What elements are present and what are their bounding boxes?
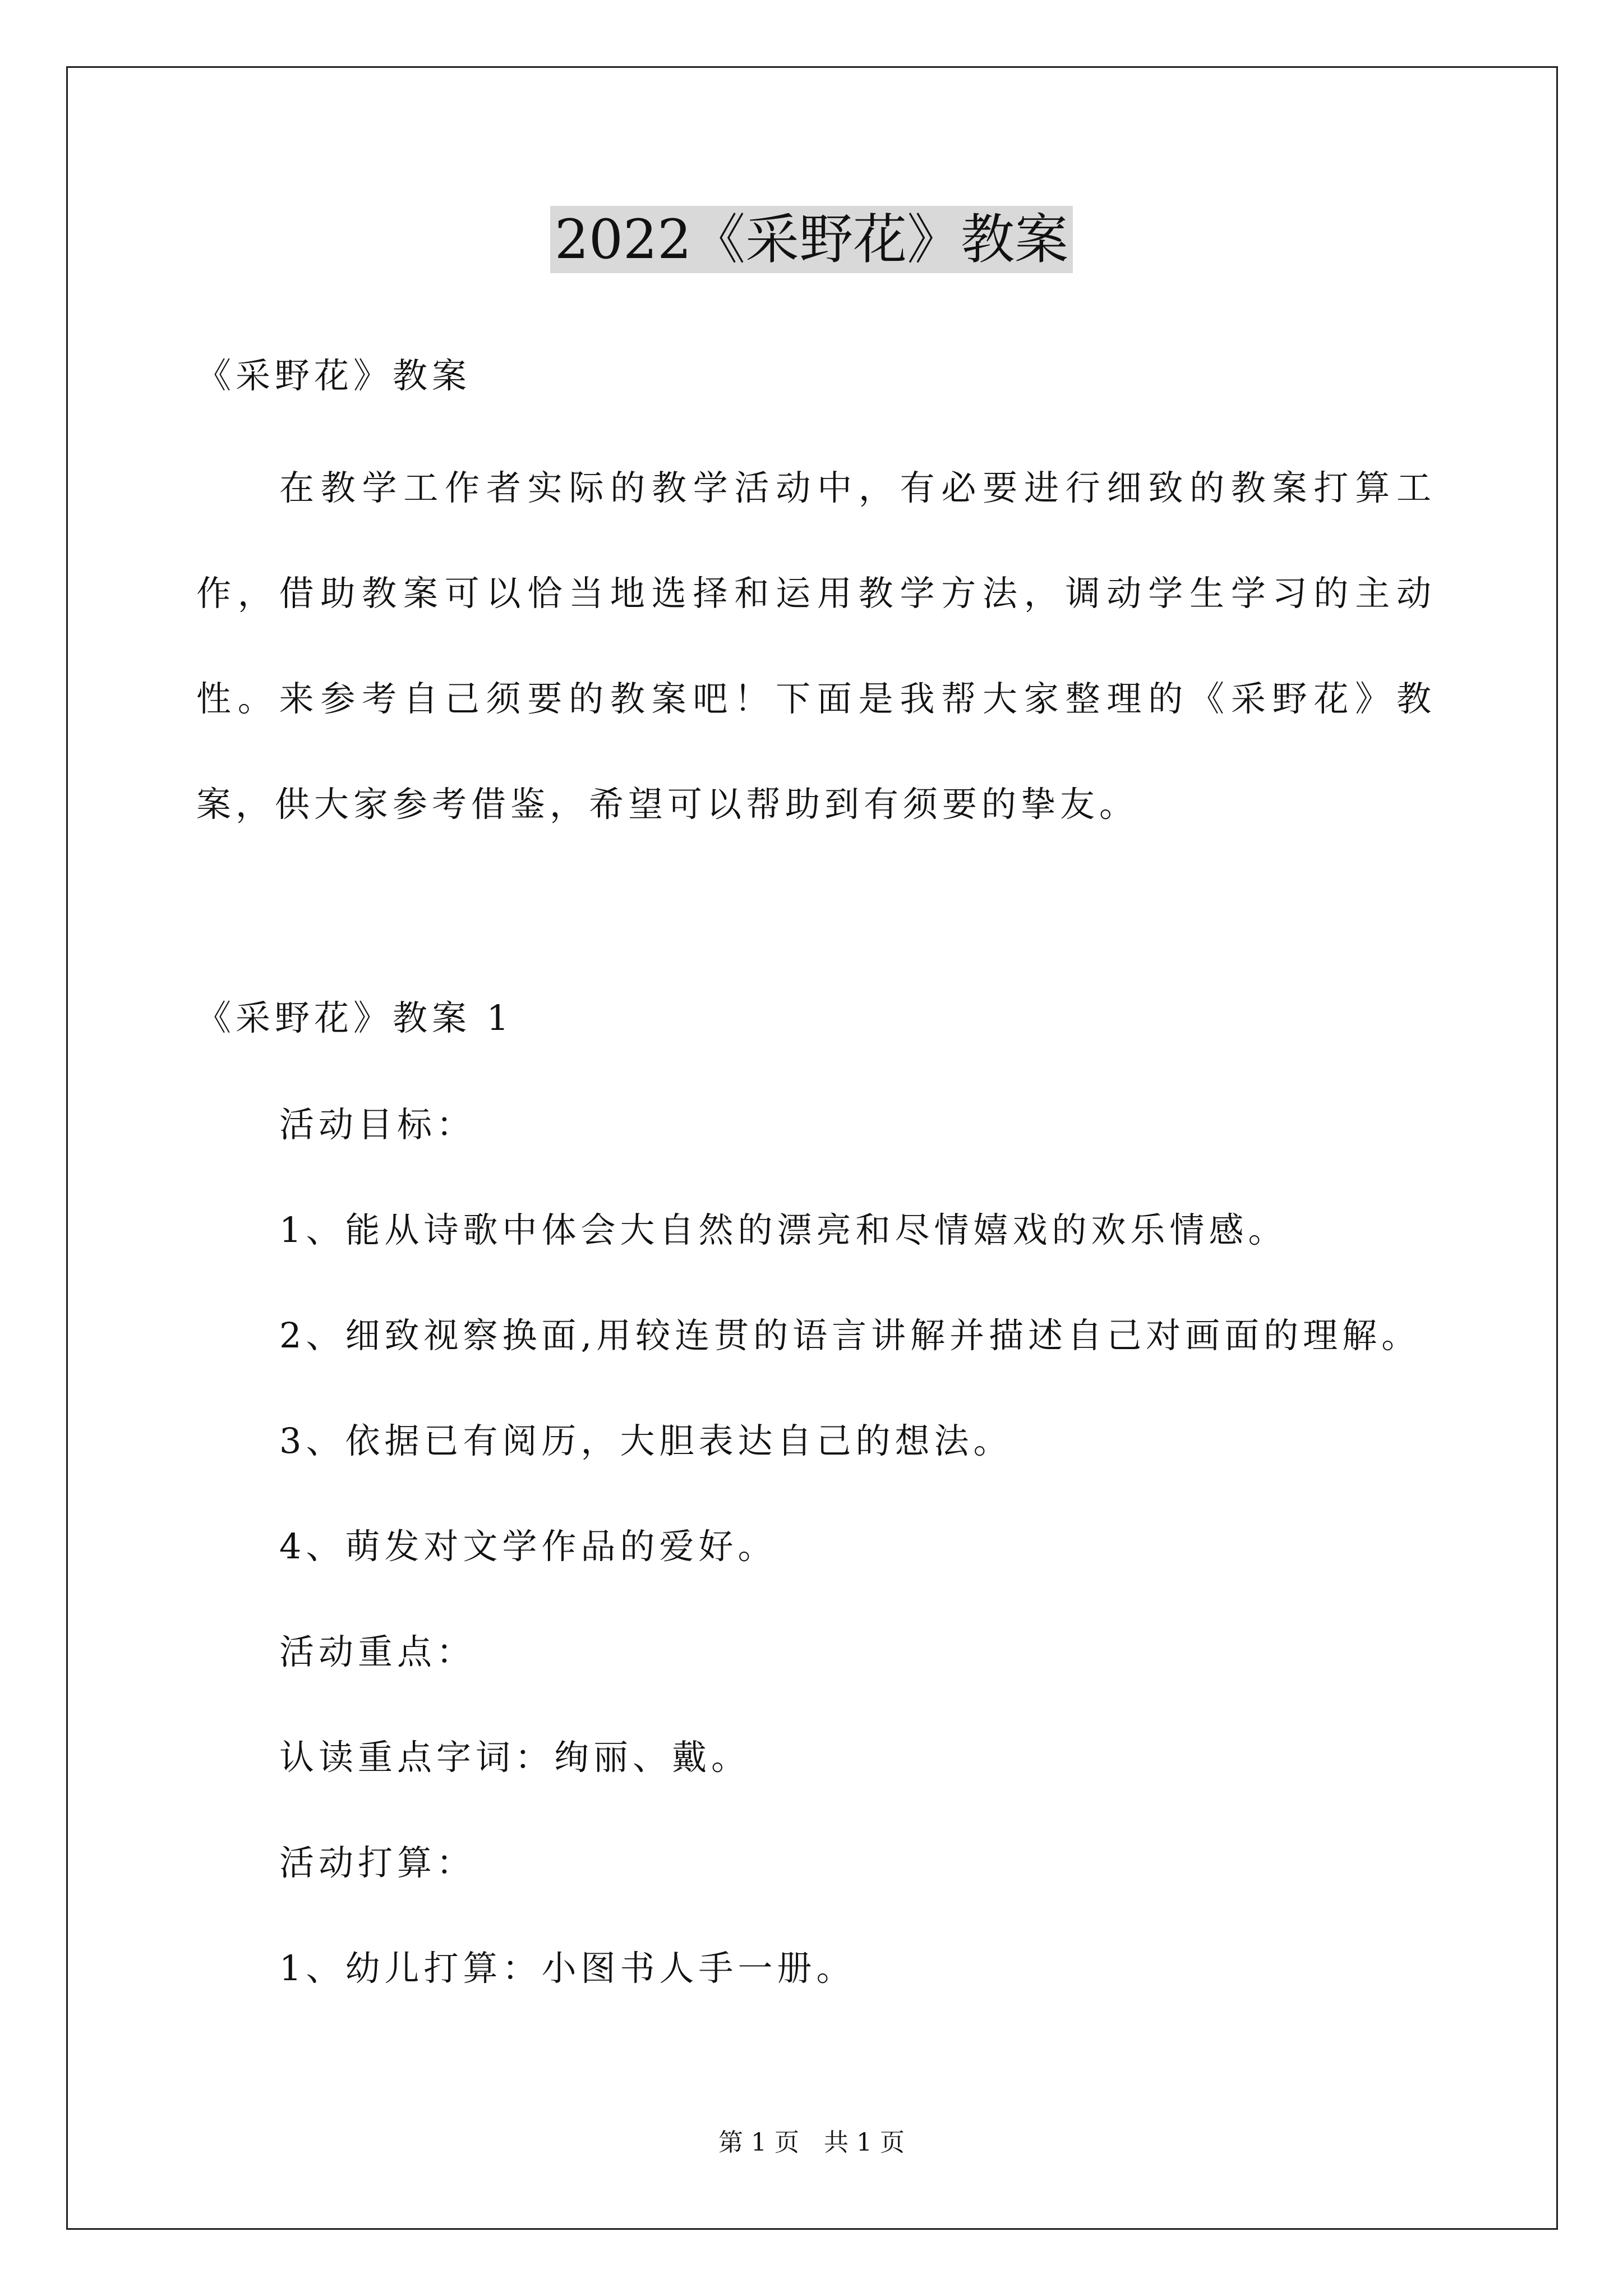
document-subtitle: 《采野花》教案 xyxy=(196,355,472,396)
focus-heading: 活动重点： xyxy=(279,1631,476,1672)
goal-item: 1、能从诗歌中体会大自然的漂亮和尽情嬉戏的欢乐情感。 xyxy=(279,1209,1288,1250)
document-title xyxy=(0,203,1623,276)
goal-item: 4、萌发对文学作品的爱好。 xyxy=(279,1526,777,1567)
document-title-text: 2022《采野花》教案 xyxy=(550,206,1073,273)
prep-item: 1、幼儿打算：小图书人手一册。 xyxy=(279,1948,856,1989)
goals-heading: 活动目标： xyxy=(279,1104,476,1145)
goal-item: 2、细致视察换面,用较连贯的语言讲解并描述自己对画面的理解。 xyxy=(279,1315,1421,1356)
intro-paragraph: 在教学工作者实际的教学活动中，有必要进行细致的教案打算工作，借助教案可以恰当地选择和运用教学方法，调动学生学习的主动性。来参考自己须要的教案吧！下面是我帮大家整理的《采野花》教案，供大家参考借鉴，希望可以帮助到有须要的挚友。 xyxy=(196,467,1436,825)
prep-heading: 活动打算： xyxy=(279,1842,476,1883)
focus-text: 认读重点字词：绚丽、戴。 xyxy=(279,1737,751,1778)
page-number: 第 1 页 共 1 页 xyxy=(718,2128,905,2157)
goal-item: 3、依据已有阅历，大胆表达自己的想法。 xyxy=(279,1420,1013,1461)
section-heading: 《采野花》教案 1 xyxy=(196,997,514,1038)
